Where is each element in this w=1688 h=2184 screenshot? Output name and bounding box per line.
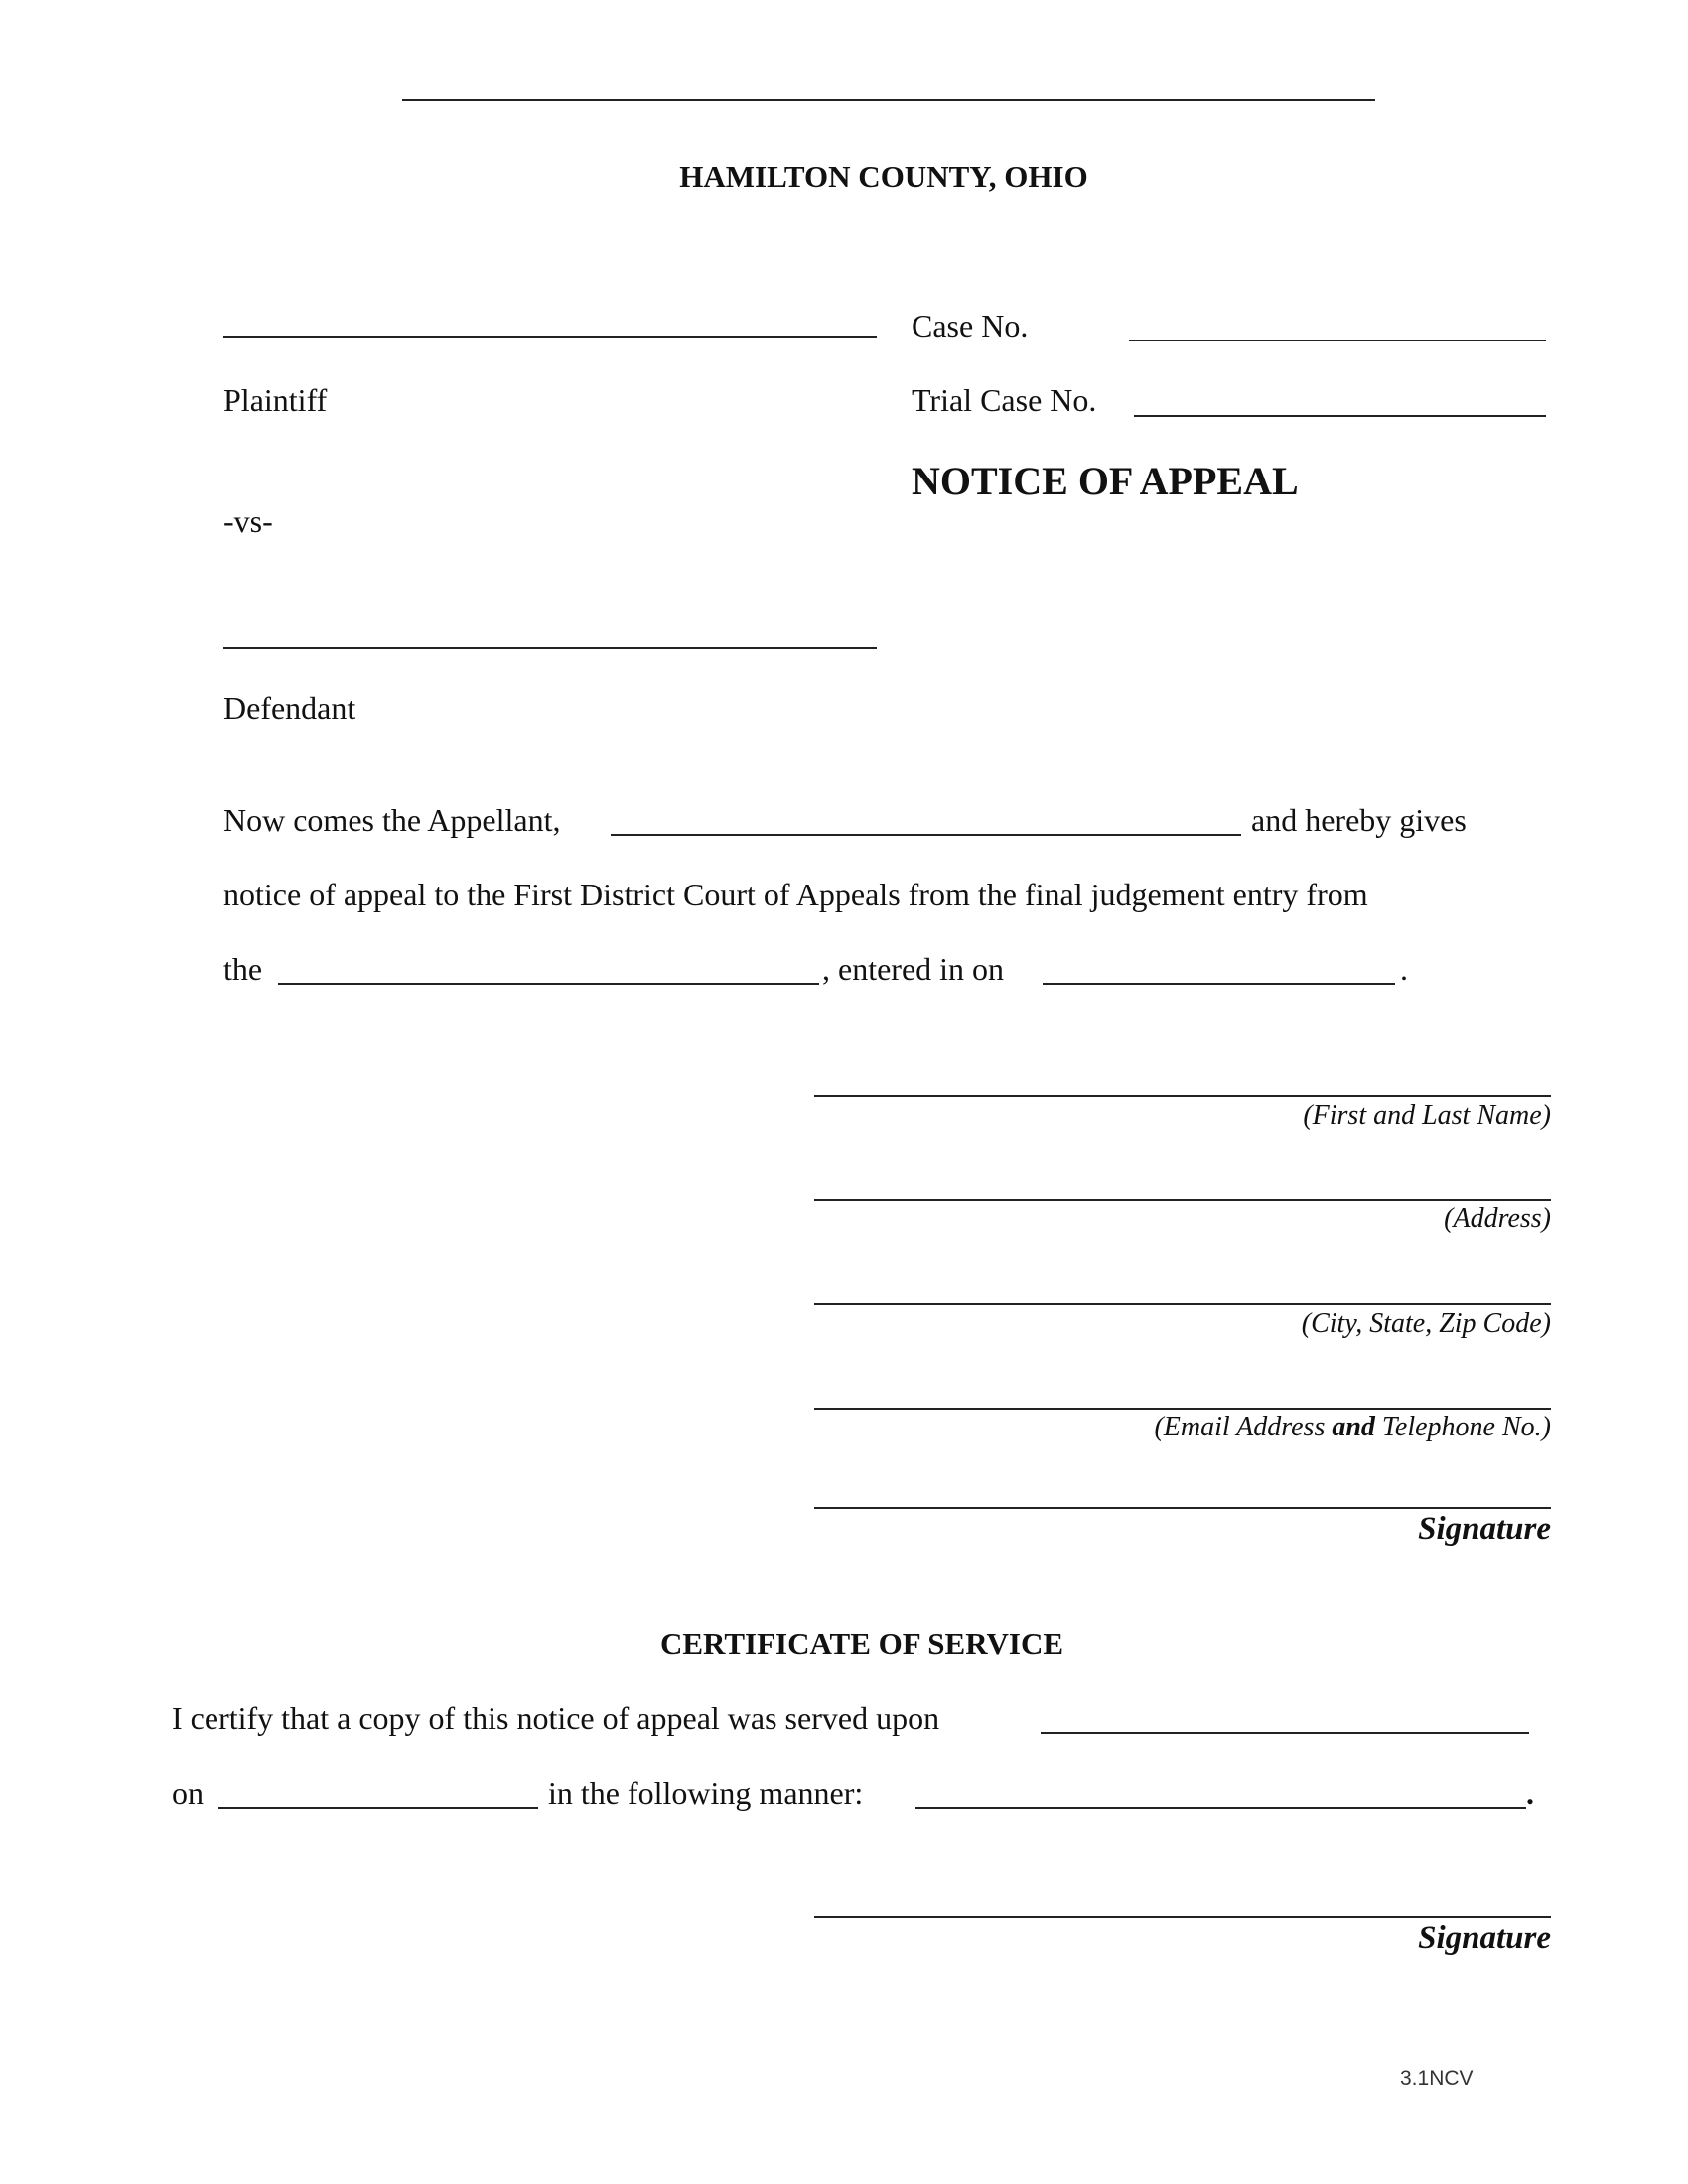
city-state-zip-blank[interactable] <box>814 1303 1551 1305</box>
served-party-blank[interactable] <box>1041 1732 1529 1734</box>
judgement-line-middle: , entered in on <box>822 951 1005 987</box>
trial-case-no-blank[interactable] <box>1134 415 1546 417</box>
judgement-line-end: . <box>1400 951 1408 987</box>
appellant-line-suffix: and hereby gives <box>1251 802 1467 838</box>
case-no-blank[interactable] <box>1129 340 1546 341</box>
plaintiff-name-blank[interactable] <box>223 336 877 338</box>
certificate-title: CERTIFICATE OF SERVICE <box>659 1626 1064 1661</box>
appellant-name-blank[interactable] <box>611 834 1241 836</box>
document-title: NOTICE OF APPEAL <box>912 459 1299 503</box>
signature-label: Signature <box>1418 1511 1551 1547</box>
court-entry-blank[interactable] <box>278 983 819 985</box>
address-label: (Address) <box>1444 1203 1551 1234</box>
case-no-label: Case No. <box>912 308 1029 343</box>
county-heading: HAMILTON COUNTY, OHIO <box>679 159 1088 194</box>
plaintiff-label: Plaintiff <box>223 382 328 418</box>
certificate-line2-middle: in the following manner: <box>548 1775 864 1811</box>
email-phone-label-part1: (Email Address <box>1154 1412 1333 1442</box>
email-phone-label-part2: Telephone No.) <box>1374 1412 1551 1442</box>
appellant-line-prefix: Now comes the Appellant, <box>223 802 561 838</box>
email-phone-label <box>814 1412 1551 1443</box>
signature-blank[interactable] <box>814 1507 1551 1509</box>
entry-date-blank[interactable] <box>1043 983 1395 985</box>
trial-case-no-label: Trial Case No. <box>912 382 1097 418</box>
certificate-signature-blank[interactable] <box>814 1916 1551 1918</box>
versus-label: -vs- <box>223 503 273 539</box>
full-name-blank[interactable] <box>814 1095 1551 1097</box>
court-name-blank[interactable] <box>402 99 1375 101</box>
certificate-signature-label: Signature <box>1418 1920 1551 1956</box>
certificate-line1-prefix: I certify that a copy of this notice of appeal was served upon <box>172 1701 940 1736</box>
address-blank[interactable] <box>814 1199 1551 1201</box>
service-manner-blank[interactable] <box>915 1807 1526 1809</box>
appeal-notice-line: notice of appeal to the First District Court of Appeals from the final judgement entry from <box>223 877 1368 912</box>
form-code: 3.1NCV <box>1400 2067 1474 2090</box>
judgement-line-prefix: the <box>223 951 263 987</box>
email-phone-blank[interactable] <box>814 1408 1551 1410</box>
city-state-zip-label: (City, State, Zip Code) <box>1301 1308 1551 1339</box>
certificate-line2-end: . <box>1526 1775 1534 1811</box>
full-name-label: (First and Last Name) <box>1303 1100 1551 1131</box>
defendant-name-blank[interactable] <box>223 647 877 649</box>
email-phone-label-and: and <box>1332 1412 1375 1442</box>
defendant-label: Defendant <box>223 690 356 726</box>
service-date-blank[interactable] <box>218 1807 538 1809</box>
certificate-line2-prefix: on <box>172 1775 204 1811</box>
